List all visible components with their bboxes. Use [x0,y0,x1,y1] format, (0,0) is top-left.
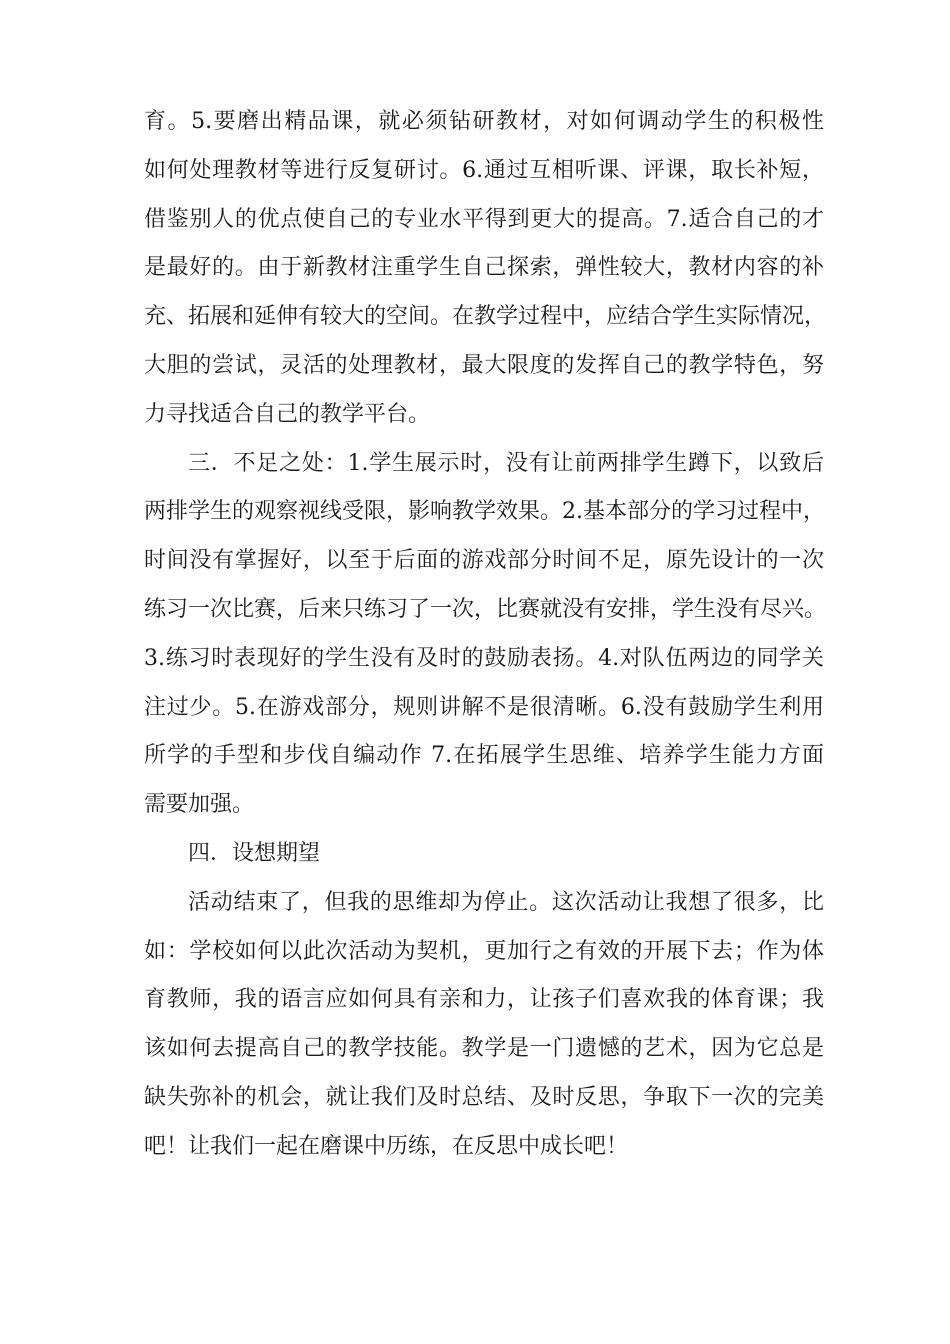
text-line: 是最好的。由于新教材注重学生自己探索，弹性较大，教材内容的补 [144,255,824,281]
text-line: 如何处理教材等进行反复研讨。6.通过互相听课、评课，取长补短， [144,157,824,183]
text-line: 注过少。5.在游戏部分，规则讲解不是很清晰。6.没有鼓励学生利用 [144,694,824,720]
paragraph-continued-teaching-points [144,98,827,440]
text-line: 育教师，我的语言应如何具有亲和力，让孩子们喜欢我的体育课；我 [144,987,824,1013]
text-line: 活动结束了，但我的思维却为停止。这次活动让我想了很多，比 [188,889,824,915]
text-line: 所学的手型和步伐自编动作 7.在拓展学生思维、培养学生能力方面 [144,743,824,769]
paragraph-shortcomings [144,440,827,830]
text-line: 力寻找适合自己的教学平台。 [144,401,431,427]
text-line: 3.练习时表现好的学生没有及时的鼓励表扬。4.对队伍两边的同学关 [144,645,824,671]
text-line: 大胆的尝试，灵活的处理教材，最大限度的发挥自己的教学特色，努 [144,352,824,378]
text-line: 两排学生的观察视线受限，影响教学效果。2.基本部分的学习过程中， [144,499,825,525]
text-line: 练习一次比赛，后来只练习了一次，比赛就没有安排，学生没有尽兴。 [144,596,827,622]
text-line: 该如何去提高自己的教学技能。教学是一门遗憾的艺术，因为它总是 [144,1036,824,1062]
text-line: 需要加强。 [144,792,255,818]
section-heading-expectations [144,830,824,879]
text-line: 时间没有掌握好，以至于后面的游戏部分时间不足，原先设计的一次 [144,548,824,574]
text-line: 充、拓展和延伸有较大的空间。在教学过程中，应结合学生实际情况， [144,304,827,330]
document-body [144,98,827,1172]
text-line: 三．不足之处：1.学生展示时，没有让前两排学生蹲下，以致后 [188,450,824,476]
section-heading: 四．设想期望 [188,840,321,866]
paragraph-expectations [144,879,824,1172]
text-line: 缺失弥补的机会，就让我们及时总结、及时反思，争取下一次的完美 [144,1084,824,1110]
text-line: 借鉴别人的优点使自己的专业水平得到更大的提高。7.适合自己的才 [144,206,824,232]
text-line: 吧！让我们一起在磨课中历练，在反思中成长吧！ [144,1133,629,1159]
text-line: 如：学校如何以此次活动为契机，更加行之有效的开展下去；作为体 [144,938,824,964]
text-line: 育。5.要磨出精品课，就必须钻研教材，对如何调动学生的积极性 [144,109,824,134]
